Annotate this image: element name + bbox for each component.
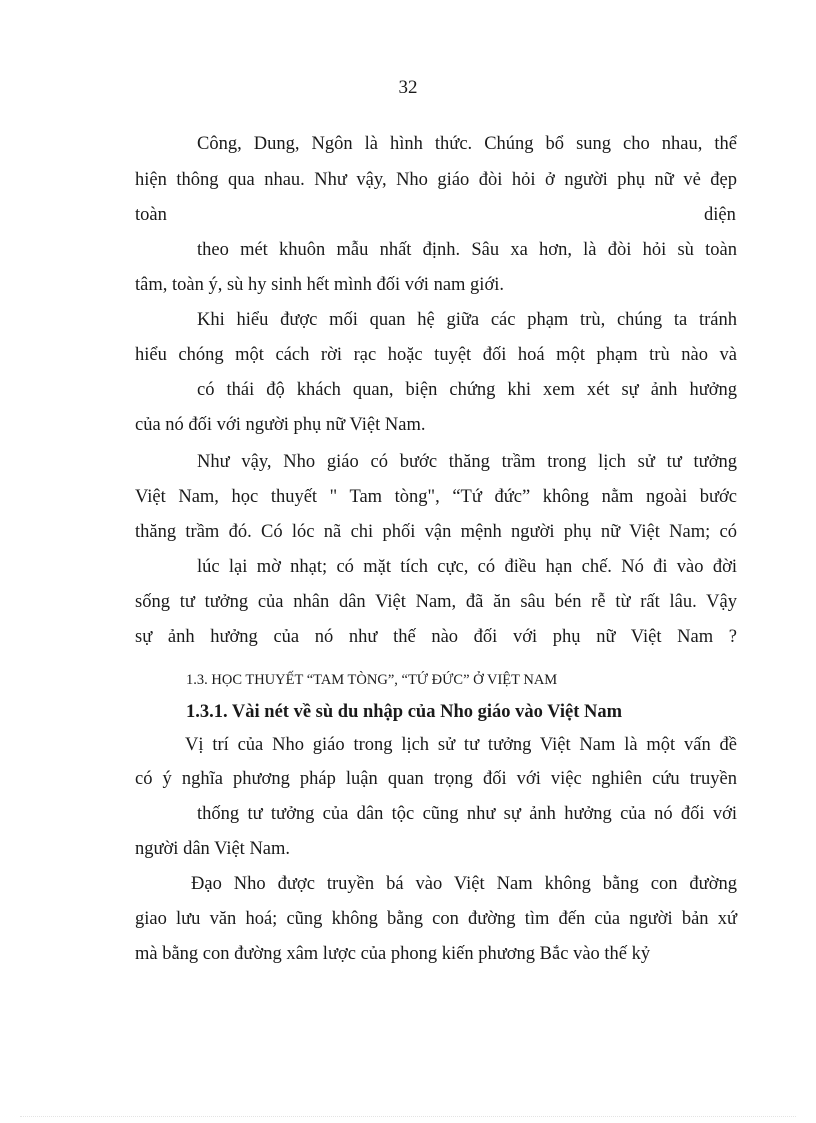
text-line: người dân Việt Nam. xyxy=(135,839,291,859)
text-line: tâm, toàn ý, sù hy sinh hết mình đối với nam giới. xyxy=(135,275,504,295)
subsection-heading: 1.3.1. Vài nét về sù du nhập của Nho giáo vào Việt Nam xyxy=(186,702,623,722)
text-line: toàn xyxy=(135,205,167,225)
text-line: Việt Nam, học thuyết " Tam tòng", “Tứ đức” không nằm ngoài bước xyxy=(135,487,737,507)
text-line: Vị trí của Nho giáo trong lịch sử tư tưởng Việt Nam là một vấn đề xyxy=(185,735,737,755)
text-line: Công, Dung, Ngôn là hình thức. Chúng bổ sung cho nhau, thể xyxy=(197,134,737,154)
page-bottom-rule xyxy=(20,1116,796,1117)
text-line: Như vậy, Nho giáo có bước thăng trầm trong lịch sử tư tưởng xyxy=(197,452,737,472)
page-number: 32 xyxy=(398,77,418,98)
text-line: của nó đối với người phụ nữ Việt Nam. xyxy=(135,415,426,435)
text-line: thống tư tưởng của dân tộc cũng như sự ảnh hưởng của nó đối với xyxy=(197,804,737,824)
text-line: sống tư tưởng của nhân dân Việt Nam, đã ăn sâu bén rễ từ rất lâu. Vậy xyxy=(135,592,737,612)
section-heading: 1.3. HỌC THUYẾT “TAM TÒNG”, “TỨ ĐỨC” Ở VIỆT NAM xyxy=(186,672,558,688)
text-line: hiểu chóng một cách rời rạc hoặc tuyệt đối hoá một phạm trù nào và xyxy=(135,345,737,365)
text-line: có ý nghĩa phương pháp luận quan trọng đối với việc nghiên cứu truyền xyxy=(135,769,737,789)
text-line: hiện thông qua nhau. Như vậy, Nho giáo đòi hỏi ở người phụ nữ vẻ đẹp xyxy=(135,170,737,190)
text-line: diện xyxy=(704,205,736,225)
text-line: giao lưu văn hoá; cũng không bằng con đường tìm đến của người bản xứ xyxy=(135,909,737,929)
text-line: mà bằng con đường xâm lược của phong kiến phương Bắc vào thế kỷ xyxy=(135,944,651,964)
text-line: lúc lại mờ nhạt; có mặt tích cực, có điều hạn chế. Nó đi vào đời xyxy=(197,557,737,577)
text-line: Khi hiểu được mối quan hệ giữa các phạm trù, chúng ta tránh xyxy=(197,310,737,330)
text-line: có thái độ khách quan, biện chứng khi xem xét sự ảnh hưởng xyxy=(197,380,737,400)
text-line: theo mét khuôn mẫu nhất định. Sâu xa hơn, là đòi hỏi sù toàn xyxy=(197,240,737,260)
text-line: Đạo Nho được truyền bá vào Việt Nam không bằng con đường xyxy=(191,874,737,894)
text-line: thăng trầm đó. Có lóc nã chi phối vận mệnh người phụ nữ Việt Nam; có xyxy=(135,522,737,542)
text-line: sự ảnh hưởng của nó như thế nào đối với phụ nữ Việt Nam ? xyxy=(135,627,737,647)
